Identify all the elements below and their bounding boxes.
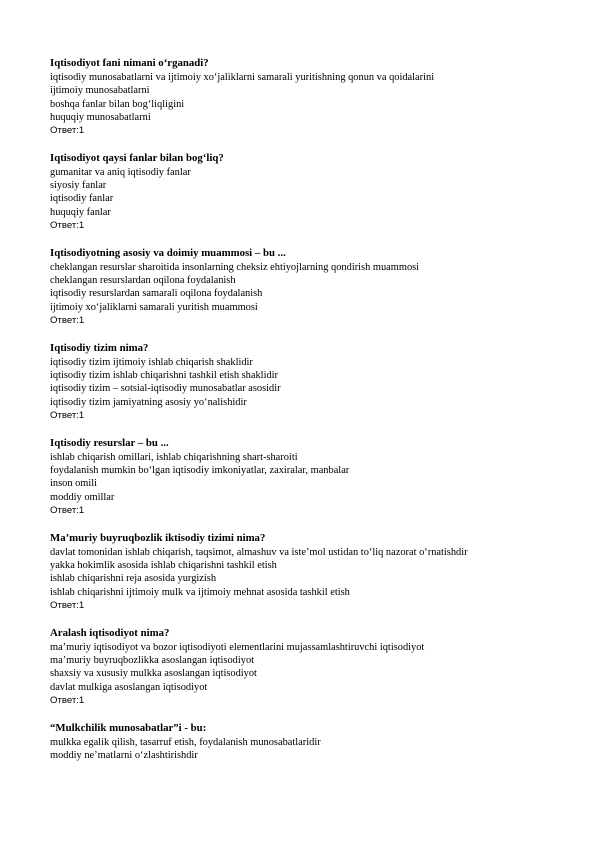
question-title: Ma’muriy buyruqbozlik iktisodiy tizimi nima? xyxy=(50,531,266,544)
answer-option: ijtimoiy munosabatlarni xyxy=(50,85,150,97)
answer-option: iqtisodiy munosabatlarni va ijtimoiy xo‘jaliklarni samarali yuritishning qonun va qoidalarini xyxy=(50,71,435,83)
question-block xyxy=(50,437,570,517)
question-title: Iqtisodiyotning asosiy va doimiy muammosi – bu ... xyxy=(50,246,286,259)
answer-option: cheklangan resurslar sharoitida insonlarning cheksiz ehtiyojlarning qondirish muammosi xyxy=(50,261,420,273)
question-title: Iqtisodiyot fani nimani o‘rganadi? xyxy=(50,57,209,69)
question-title: Iqtisodiy tizim nima? xyxy=(50,341,149,354)
answer-option: iqtisodiy fanlar xyxy=(50,193,114,205)
answer-option: huquqiy munosabatlarni xyxy=(50,111,151,123)
answer-option: gumanitar va aniq iqtisodiy fanlar xyxy=(50,166,191,178)
answer-option: shaxsiy va xususiy mulkka asoslangan iqtisodiyot xyxy=(50,668,257,680)
question-block xyxy=(50,627,570,707)
question-title: Aralash iqtisodiyot nima? xyxy=(50,626,170,639)
answer-option: mulkka egalik qilish, tasarruf etish, foydalanish munosabatlaridir xyxy=(50,736,321,748)
answer-option: moddiy omillar xyxy=(50,491,115,503)
answer-key: Ответ:1 xyxy=(50,125,85,137)
answer-option: ijtimoiy xo‘jaliklarni samarali yuritish muammosi xyxy=(50,301,258,313)
answer-option: ishlab chiqarishni reja asosida yurgizish xyxy=(50,573,217,585)
answer-option: davlat mulkiga asoslangan iqtisodiyot xyxy=(50,681,208,693)
answer-option: cheklangan resurslardan oqilona foydalanish xyxy=(50,275,236,287)
question-block xyxy=(50,342,570,422)
answer-key: Ответ:1 xyxy=(50,410,85,422)
question-block xyxy=(50,152,570,232)
answer-option: boshqa fanlar bilan bog‘liqligini xyxy=(50,98,185,110)
answer-option: ma’muriy iqtisodiyot va bozor iqtisodiyoti elementlarini mujassamlashtiruvchi iqtisodiyot xyxy=(50,641,425,653)
answer-key: Ответ:1 xyxy=(50,505,85,517)
answer-key: Ответ:1 xyxy=(50,220,85,232)
answer-option: inson omili xyxy=(50,478,98,490)
answer-option: iqtisodiy tizim jamiyatning asosiy yo‘nalishidir xyxy=(50,396,247,408)
question-title: “Mulkchilik munosabatlar”i - bu: xyxy=(50,721,207,734)
answer-option: iqtisodiy resurslardan samarali oqilona foydalanish xyxy=(50,288,263,300)
question-block xyxy=(50,247,570,327)
answer-option: ishlab chiqarishni ijtimoiy mulk va ijtimoiy mehnat asosida tashkil etish xyxy=(50,586,350,598)
answer-option: huquqiy fanlar xyxy=(50,206,111,218)
question-block xyxy=(50,722,570,763)
answer-option: iqtisodiy tizim ijtimoiy ishlab chiqarish shaklidir xyxy=(50,356,253,368)
question-title: Iqtisodiyot qaysi fanlar bilan bog‘liq? xyxy=(50,151,224,164)
answer-key: Ответ:1 xyxy=(50,695,85,706)
answer-option: ma’muriy buyruqbozlikka asoslangan iqtisodiyot xyxy=(50,655,255,667)
answer-option: siyosiy fanlar xyxy=(50,180,107,192)
question-list xyxy=(50,57,570,762)
question-block xyxy=(50,57,570,137)
answer-option: iqtisodiy tizim ishlab chiqarishni tashkil etish shaklidir xyxy=(50,370,278,382)
answer-option: moddiy ne’matlarni o‘zlashtirishdir xyxy=(50,750,198,762)
answer-key: Ответ:1 xyxy=(50,600,85,612)
answer-option: yakka hokimlik asosida ishlab chiqarishni tashkil etish xyxy=(50,560,277,572)
answer-option: davlat tomonidan ishlab chiqarish, taqsimot, almashuv va iste’mol ustidan to‘liq nazorat o‘rnatishdir xyxy=(50,546,468,558)
answer-key: Ответ:1 xyxy=(50,315,85,327)
question-block xyxy=(50,532,570,612)
question-title: Iqtisodiy resurslar – bu ... xyxy=(50,436,169,449)
answer-option: iqtisodiy tizim – sotsial-iqtisodiy munosabatlar asosidir xyxy=(50,383,281,395)
answer-option: foydalanish mumkin bo‘lgan iqtisodiy imkoniyatlar, zaxiralar, manbalar xyxy=(50,465,350,477)
answer-option: ishlab chiqarish omillari, ishlab chiqarishning shart-sharoiti xyxy=(50,451,298,463)
